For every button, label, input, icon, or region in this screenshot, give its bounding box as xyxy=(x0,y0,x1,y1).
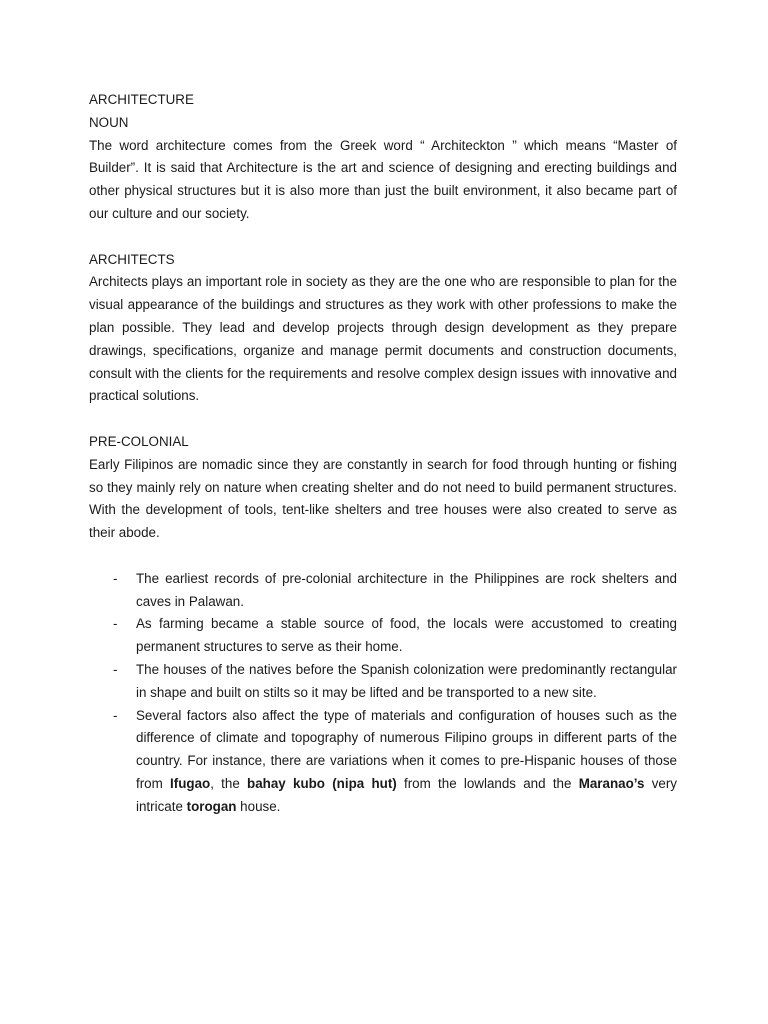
bold-term-ifugao: Ifugao xyxy=(170,775,211,791)
bold-term-bahay-kubo: bahay kubo (nipa hut) xyxy=(247,775,397,791)
bullet-list xyxy=(89,568,677,819)
bullet-text: The houses of the natives before the Spanish colonization were predominantly rectangular in shape and built on stilts so it may be lifted and be transported to a new site. xyxy=(136,661,677,700)
spacer xyxy=(89,226,677,249)
paragraph-pre-colonial: Early Filipinos are nomadic since they are constantly in search for food through hunting or fishing so they mainly rely on nature when creating shelter and do not need to build permanent structures. With the development of tools, tent-like shelters and tree houses were also created to serve as their abode. xyxy=(89,456,677,541)
document-page xyxy=(89,89,677,819)
bullet-dash: - xyxy=(113,661,118,677)
section-heading-pre-colonial: PRE-COLONIAL xyxy=(89,433,189,449)
list-item xyxy=(89,613,677,659)
text-run: Several factors also affect the type of materials and configuration of houses such as the difference of climate and topography of numerous Filipino groups in different parts of the country. For instance, there are variations when it comes to pre-Hispanic houses of those from xyxy=(136,707,677,791)
section-heading-architects: ARCHITECTS xyxy=(89,251,175,267)
section-heading-architecture: ARCHITECTURE xyxy=(89,92,194,107)
text-run: , the xyxy=(210,775,248,791)
bullet-text: The earliest records of pre-colonial architecture in the Philippines are rock shelters and caves in Palawan. xyxy=(136,570,677,609)
spacer xyxy=(89,408,677,431)
text-run: house. xyxy=(236,798,281,814)
list-item xyxy=(89,659,677,705)
text-run: very intricate xyxy=(136,775,677,814)
bullet-text xyxy=(136,708,677,814)
bold-term-maranao: Maranao’s xyxy=(578,775,645,791)
bullet-text: As farming became a stable source of food, the locals were accustomed to creating permanent structures to serve as their home. xyxy=(136,616,677,655)
paragraph-architecture: The word architecture comes from the Greek word “ Architeckton ” which means “Master of Builder”. It is said that Architecture is the art and science of designing and erecting buildings and other physical structures but it is also more than just the built environment, it also became part of our culture and our society. xyxy=(89,137,677,221)
list-item xyxy=(89,568,677,614)
bold-term-torogan: torogan xyxy=(186,798,237,814)
paragraph-architects: Architects plays an important role in society as they are the one who are responsible to plan for the visual appearance of the buildings and structures as they work with other professions to make the plan possible. They lead and develop projects through design development as they prepare drawings, specifications, organize and manage permit documents and construction documents, consult with the clients for the requirements and resolve complex design issues with innovative and practical solutions. xyxy=(89,274,677,404)
bullet-dash: - xyxy=(113,616,118,632)
spacer xyxy=(89,545,677,568)
section-subheading-noun: NOUN xyxy=(89,114,129,130)
list-item xyxy=(89,705,677,819)
bullet-dash: - xyxy=(113,707,118,723)
bullet-dash: - xyxy=(113,570,118,586)
text-run: from the lowlands and the xyxy=(396,775,579,791)
